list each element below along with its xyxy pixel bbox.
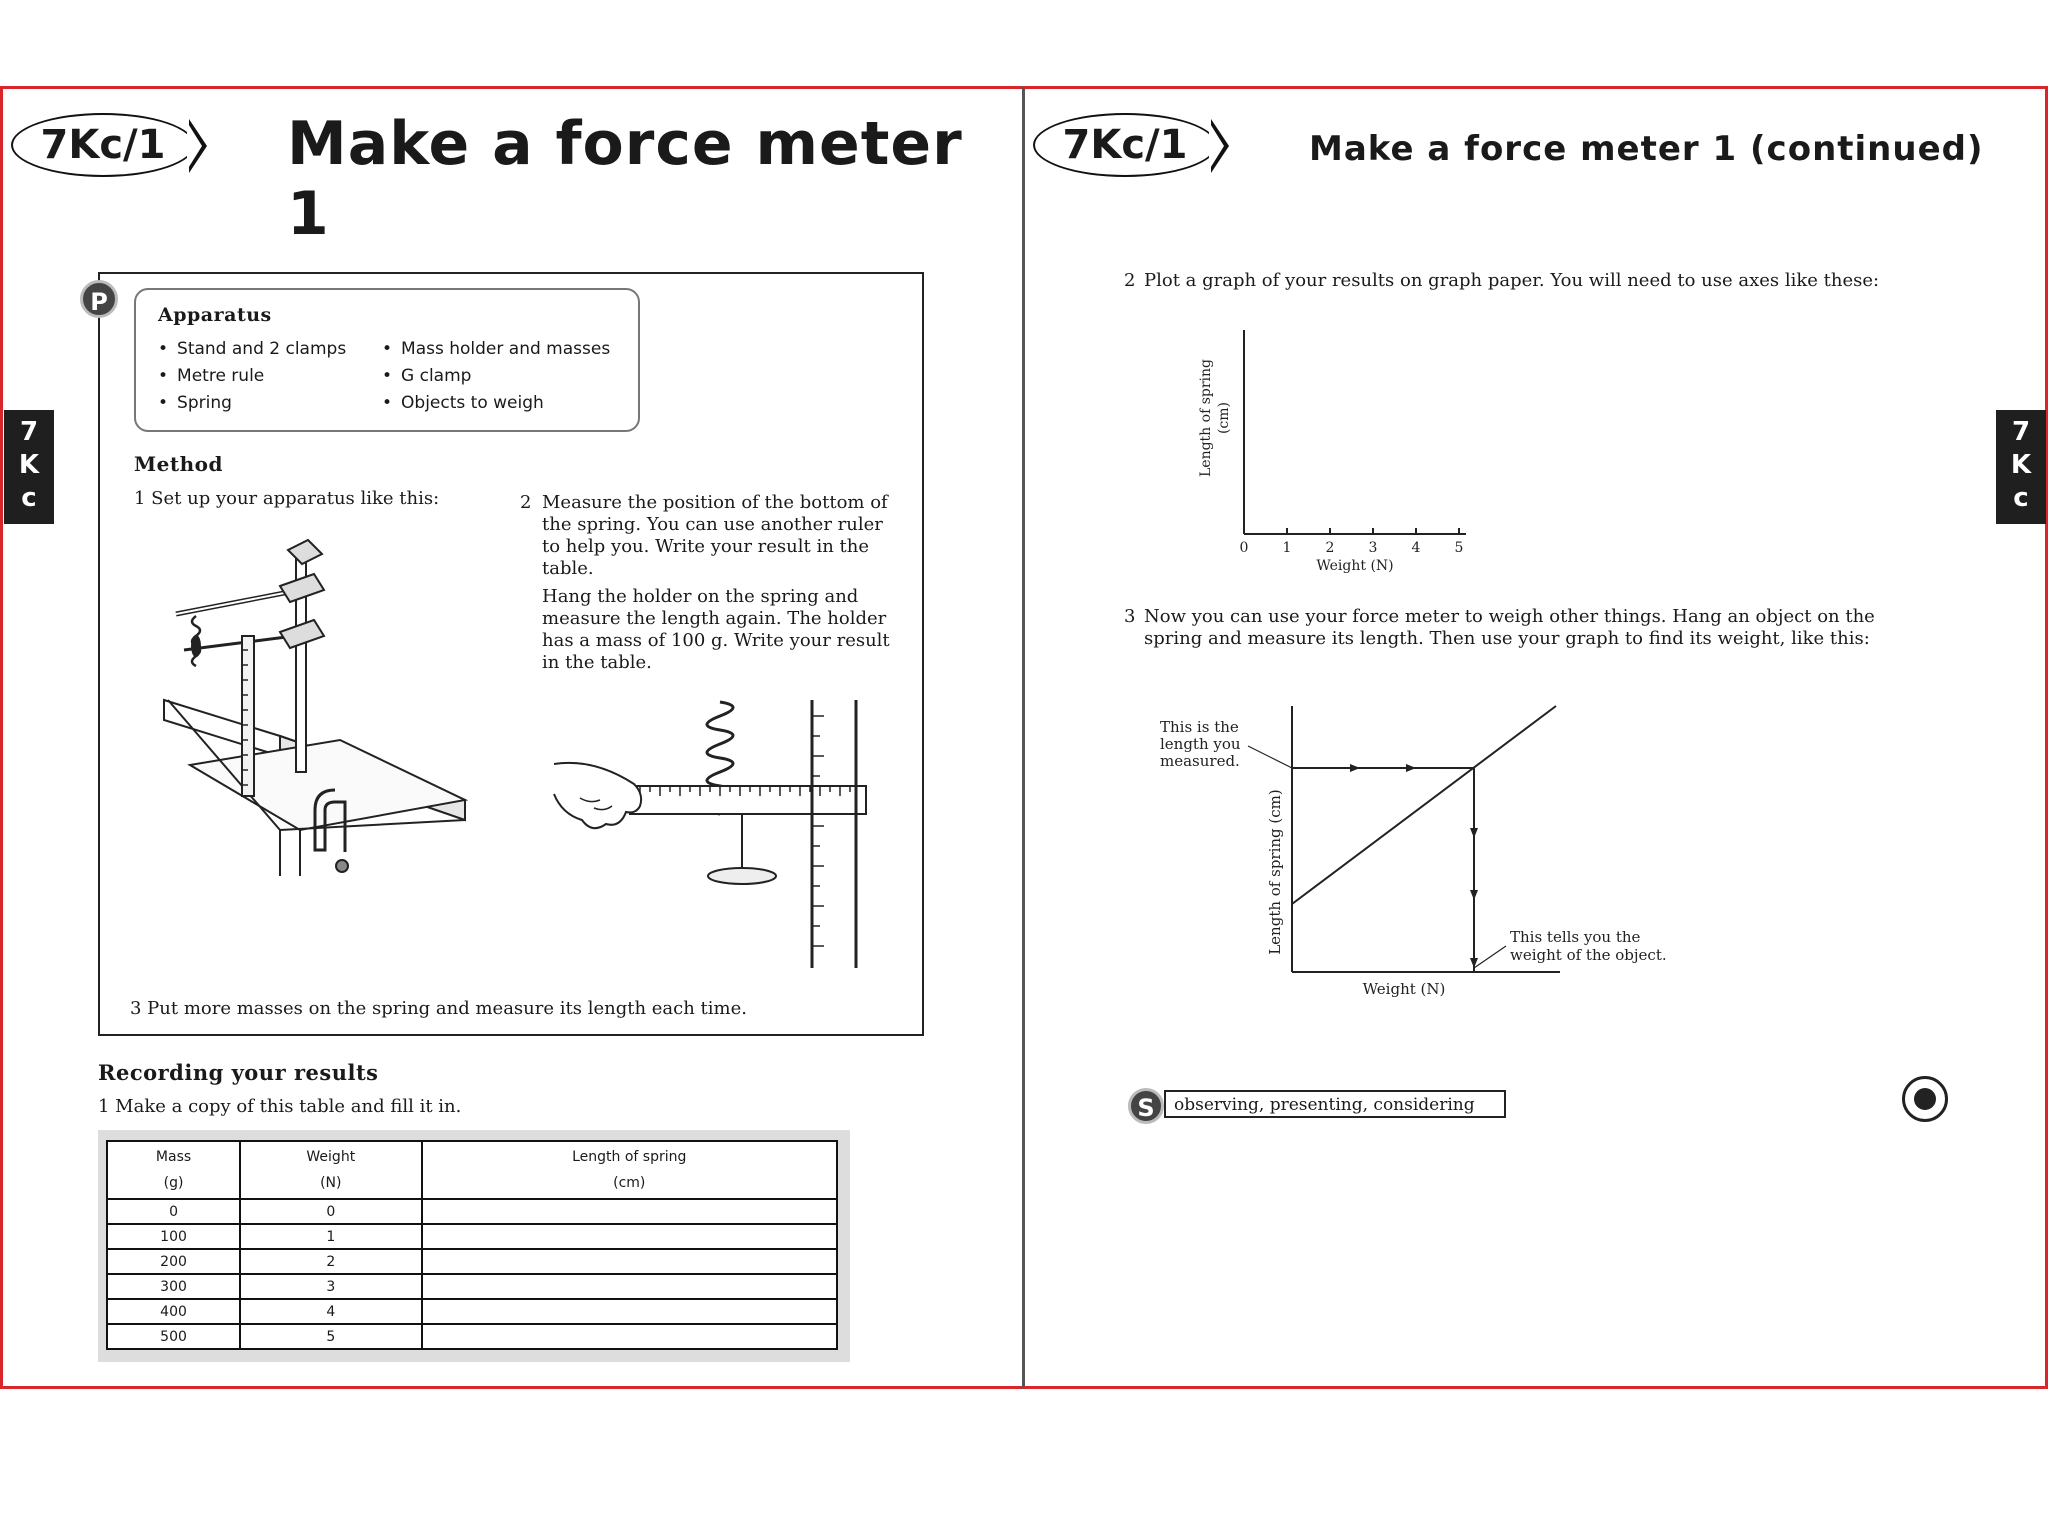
tab-letter: 7 [19, 417, 39, 447]
header-label: Mass [155, 1149, 192, 1165]
worksheet-code-badge [11, 113, 195, 177]
table-cell: 1 [240, 1224, 421, 1249]
table-cell: 400 [107, 1299, 240, 1324]
tab-letter: 7 [2011, 417, 2031, 447]
table-cell: 5 [240, 1324, 421, 1349]
section-tab-right [1996, 410, 2046, 524]
table-row [107, 1274, 837, 1299]
x-tick: 0 [1239, 540, 1249, 556]
header-mass [107, 1141, 240, 1199]
method-step-1: 1 Set up your apparatus like this: [134, 488, 440, 509]
practical-icon: P [80, 280, 118, 318]
apparatus-item: • Objects to weigh [382, 390, 610, 417]
apparatus-item: • Stand and 2 clamps [158, 336, 346, 363]
x-tick: 5 [1454, 540, 1464, 556]
table-row [107, 1299, 837, 1324]
step-2-number: 2 [1124, 270, 1136, 291]
table-cell [422, 1224, 837, 1249]
table-cell: 0 [107, 1199, 240, 1224]
method-step-3: 3 Put more masses on the spring and measure its length each time. [130, 998, 747, 1019]
x-axis-label: Weight (N) [1362, 980, 1446, 998]
apparatus-list-col1 [158, 336, 346, 417]
end-of-sheet-icon [1902, 1076, 1948, 1122]
tab-letter: K [18, 450, 40, 480]
page-title: Make a force meter 1 (continued) [1309, 129, 1984, 169]
tab-letter: c [21, 483, 37, 513]
section-tab-left [4, 410, 54, 524]
y-axis-label: Length of spring (cm) [1266, 789, 1284, 955]
table-cell: 2 [240, 1249, 421, 1274]
note-line: weight of the object. [1510, 946, 1667, 964]
skills-text: observing, presenting, considering [1164, 1090, 1506, 1118]
note-line: This tells you the [1510, 928, 1641, 946]
header-unit: (N) [320, 1175, 342, 1191]
method-heading: Method [134, 452, 223, 476]
page-title: Make a force meter 1 [287, 109, 963, 249]
apparatus-list-col2 [382, 336, 610, 417]
reading-graph-diagram [1150, 690, 1670, 1010]
step-3-number: 3 [1124, 606, 1136, 627]
table-cell [422, 1249, 837, 1274]
step-3-text: Now you can use your force meter to weigh other things. Hang an object on the spring and measure its length. Then use your graph to find its weight, like this: [1144, 606, 1875, 649]
results-table [106, 1140, 838, 1350]
skills-icon: S [1128, 1088, 1164, 1124]
table-cell: 200 [107, 1249, 240, 1274]
method-step-2b: Hang the holder on the spring and measure the length again. The holder has a mass of 100 g. Write your result in the table. [542, 586, 890, 673]
table-cell: 500 [107, 1324, 240, 1349]
header-weight [240, 1141, 421, 1199]
table-row [107, 1249, 837, 1274]
header-unit: (g) [163, 1175, 184, 1191]
table-header-row [107, 1141, 837, 1199]
apparatus-setup-illustration [160, 530, 480, 880]
apparatus-box [134, 288, 640, 432]
apparatus-item: • G clamp [382, 363, 610, 390]
table-cell [422, 1274, 837, 1299]
code-arrow-icon [1211, 119, 1229, 173]
header-label: Weight [306, 1149, 356, 1165]
spring-measurement-illustration [550, 696, 870, 976]
apparatus-item: • Spring [158, 390, 346, 417]
x-axis-label: Weight (N) [1316, 558, 1394, 574]
table-row [107, 1224, 837, 1249]
x-tick: 4 [1411, 540, 1421, 556]
table-cell: 300 [107, 1274, 240, 1299]
y-axis-unit: (cm) [1216, 401, 1232, 435]
recording-heading: Recording your results [98, 1060, 379, 1085]
x-tick: 3 [1368, 540, 1378, 556]
tab-letter: c [2013, 483, 2029, 513]
x-tick: 1 [1282, 540, 1292, 556]
worksheet-code-badge [1033, 113, 1217, 177]
header-length [422, 1141, 837, 1199]
recording-step-1: 1 Make a copy of this table and fill it in. [98, 1096, 462, 1117]
note-line: length you [1160, 735, 1241, 753]
worksheet-code: 7Kc/1 [1062, 122, 1188, 168]
apparatus-heading: Apparatus [158, 304, 272, 326]
note-line: measured. [1160, 752, 1240, 770]
code-arrow-icon [189, 119, 207, 173]
table-cell: 0 [240, 1199, 421, 1224]
table-cell: 100 [107, 1224, 240, 1249]
x-tick: 2 [1325, 540, 1335, 556]
tab-letter: K [2010, 450, 2032, 480]
header-unit: (cm) [613, 1175, 646, 1191]
table-cell: 4 [240, 1299, 421, 1324]
method-step-2-number: 2 [520, 492, 532, 513]
apparatus-item: • Mass holder and masses [382, 336, 610, 363]
table-cell [422, 1199, 837, 1224]
apparatus-item: • Metre rule [158, 363, 346, 390]
table-cell [422, 1324, 837, 1349]
empty-axes-diagram [1180, 320, 1500, 580]
step-2-text: Plot a graph of your results on graph paper. You will need to use axes like these: [1144, 270, 1880, 291]
method-step-2a: Measure the position of the bottom of the spring. You can use another ruler to help you. Write your result in the table. [542, 492, 888, 579]
y-axis-label: Length of spring [1198, 358, 1214, 478]
note-line: This is the [1160, 718, 1239, 736]
table-cell: 3 [240, 1274, 421, 1299]
table-row [107, 1324, 837, 1349]
worksheet-code: 7Kc/1 [40, 122, 166, 168]
header-label: Length of spring [572, 1149, 687, 1165]
table-row [107, 1199, 837, 1224]
table-cell [422, 1299, 837, 1324]
